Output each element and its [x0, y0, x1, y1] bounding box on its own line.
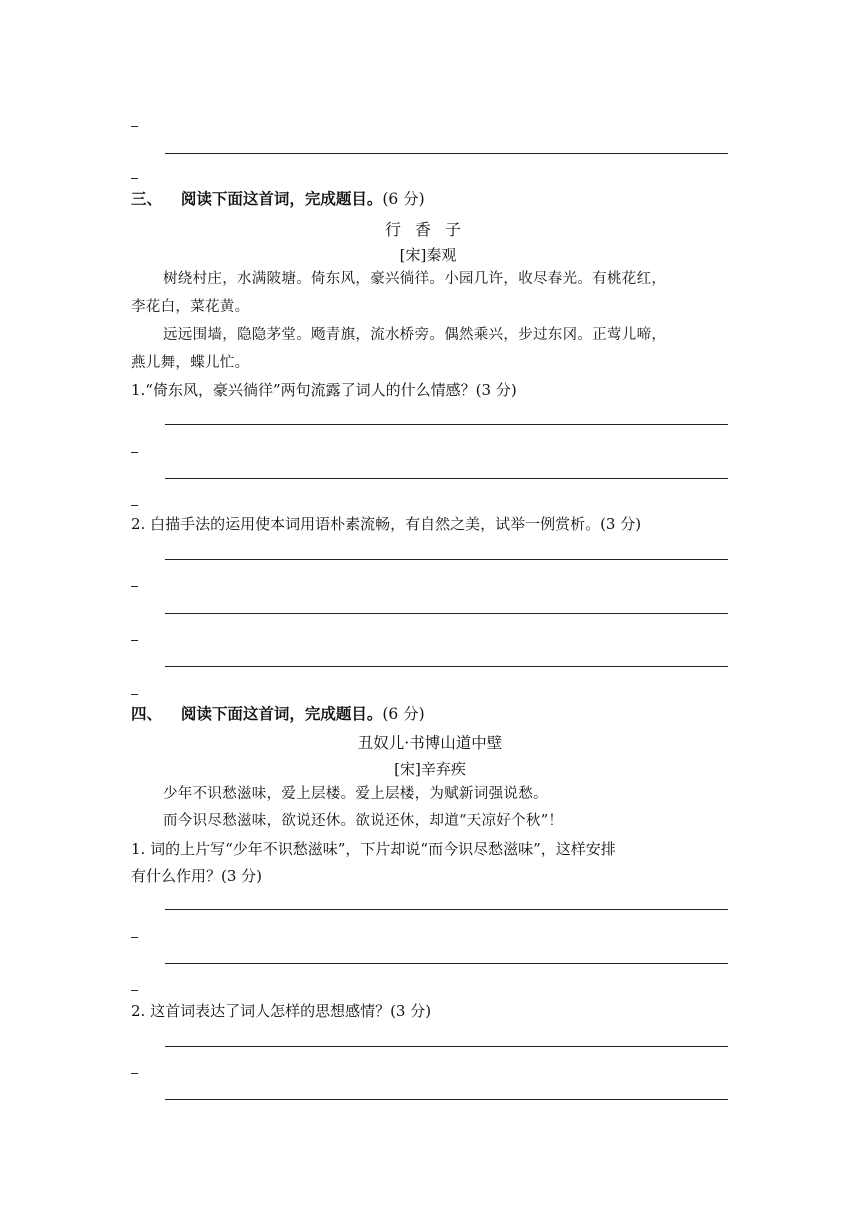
section-3-heading: [131, 189, 425, 209]
poem-author: [宋]秦观: [399, 246, 457, 264]
answer-dash: [131, 937, 138, 938]
poem-author: [宋]辛弃疾: [394, 760, 466, 778]
question-2: 2. 这首词表达了词人怎样的思想感情？(3 分): [131, 1002, 432, 1020]
section-instruction: 阅读下面这首词，完成题目。: [180, 189, 383, 208]
poem-line: 树绕村庄，水满陂塘。倚东风，豪兴徜徉。小园几许，收尽春光。有桃花红，: [163, 271, 667, 287]
answer-dash: [131, 586, 138, 587]
answer-dash: [131, 990, 138, 991]
poem-line: 燕儿舞，蝶儿忙。: [131, 355, 250, 371]
answer-line[interactable]: [165, 666, 728, 667]
poem-line: 而今识尽愁滋味，欲说还休。欲说还休，却道“天凉好个秋”！: [163, 813, 564, 829]
answer-dash: [131, 694, 138, 695]
question-1: 1. 词的上片写“少年不识愁滋味”，下片却说“而今识尽愁滋味”，这样安排: [131, 840, 616, 858]
answer-line[interactable]: [165, 909, 728, 910]
answer-dash: [131, 1073, 138, 1074]
answer-line[interactable]: [165, 613, 728, 614]
answer-dash: [131, 178, 138, 179]
answer-line[interactable]: [165, 153, 728, 154]
section-4-heading: [131, 704, 425, 724]
poem-title: 行香子: [384, 220, 475, 239]
section-points: (6 分): [382, 705, 425, 723]
section-number: 三、: [131, 189, 163, 208]
answer-dash: [131, 452, 138, 453]
answer-line[interactable]: [165, 559, 728, 560]
poem-title: 丑奴儿·书博山道中壁: [357, 734, 503, 752]
answer-line[interactable]: [165, 1046, 728, 1047]
section-number: 四、: [131, 704, 163, 723]
poem-line: 李花白，菜花黄。: [131, 299, 250, 315]
question-2: 2. 白描手法的运用使本词用语朴素流畅，有自然之美，试举一例赏析。(3 分): [131, 515, 642, 533]
answer-dash: [131, 505, 138, 506]
question-1: 1.“倚东风，豪兴徜徉”两句流露了词人的什么情感？(3 分): [131, 381, 517, 399]
poem-line: 远远围墙，隐隐茅堂。飏青旗，流水桥旁。偶然乘兴，步过东冈。正莺儿啼，: [163, 327, 667, 343]
answer-line[interactable]: [165, 963, 728, 964]
question-1-continued: 有什么作用？(3 分): [131, 867, 263, 885]
answer-line[interactable]: [165, 478, 728, 479]
section-instruction: 阅读下面这首词，完成题目。: [180, 704, 383, 723]
answer-line[interactable]: [165, 1099, 728, 1100]
answer-dash: [131, 640, 138, 641]
answer-line[interactable]: [165, 424, 728, 425]
answer-dash: [131, 126, 138, 127]
poem-line: 少年不识愁滋味，爱上层楼。爱上层楼，为赋新词强说愁。: [163, 786, 548, 802]
section-points: (6 分): [382, 190, 425, 208]
